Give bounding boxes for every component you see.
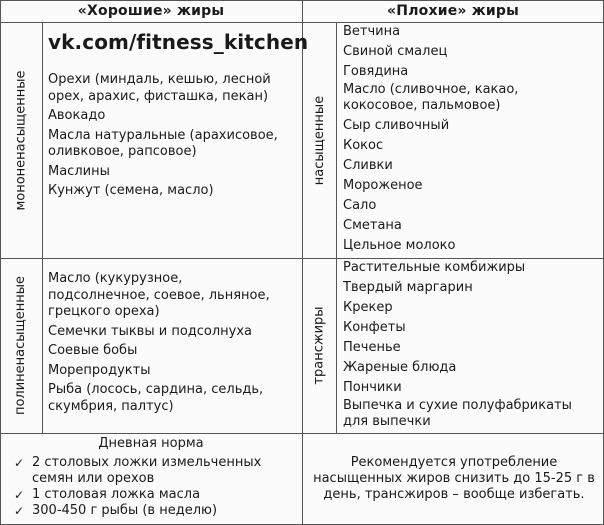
norm-item-text: семян или орехов <box>32 471 155 486</box>
watermark-vk: vk.com/fitness_kitchen <box>48 30 309 54</box>
list-item: Говядина <box>343 64 409 79</box>
norm-item <box>14 503 261 519</box>
list-item: подсолнечное, соевое, льняное, <box>48 287 270 303</box>
norm-item-text: 1 столовая ложка масла <box>32 487 201 502</box>
list-item: скумбрия, палтус) <box>48 398 174 414</box>
list-item-line: Выпечка и сухие полуфабрикаты <box>343 398 572 413</box>
norm-item-text: 2 столовых ложки измельченных <box>32 455 262 470</box>
list-item: Масло (кукурузное, <box>48 271 183 286</box>
list-item: Печенье <box>343 340 401 355</box>
label-trans-cell <box>303 258 336 433</box>
list-item: Растительные комбижиры <box>343 260 526 275</box>
list-item: Твердый маргарин <box>343 280 473 295</box>
norm-item <box>14 487 261 503</box>
check-icon: ✓ <box>14 456 25 470</box>
list-item: Крекер <box>343 300 393 315</box>
list-item: орех, арахис, фисташка, пекан) <box>48 88 269 104</box>
label-trans: трансжиры <box>312 306 327 385</box>
list-item: Мороженое <box>343 178 423 193</box>
list-item: Семечки тыквы и подсолнуха <box>48 323 253 339</box>
list-item: Орехи (миндаль, кешью, лесной <box>48 72 271 87</box>
label-mono-cell <box>0 22 42 258</box>
trans-list <box>343 258 572 432</box>
list-item: Соевые бобы <box>48 343 138 358</box>
poly-list <box>48 271 270 415</box>
list-item <box>343 398 572 432</box>
right-label-divider <box>336 22 337 433</box>
list-item: Конфеты <box>343 320 406 335</box>
daily-norm-list <box>14 455 261 519</box>
saturated-list <box>343 22 518 256</box>
norm-item <box>14 455 261 471</box>
list-item: Кокос <box>343 138 384 153</box>
list-item: Авокадо <box>48 108 106 123</box>
list-item: Свиной смалец <box>343 44 448 59</box>
list-item: Сало <box>343 198 377 213</box>
list-item: Ветчина <box>343 24 401 39</box>
mono-list <box>48 72 278 200</box>
list-item: Цельное молоко <box>343 238 456 253</box>
recommendation-line: насыщенных жиров снизить до 15-25 г в <box>313 471 595 486</box>
label-polyunsaturated: полиненасыщенные <box>13 275 29 416</box>
recommendation-line: Рекомендуется употребление <box>350 455 558 470</box>
norm-item <box>14 471 261 487</box>
list-item <box>343 82 518 116</box>
label-saturated: насыщенные <box>312 95 328 185</box>
list-item: Рыба (лосось, сардина, сельдь, <box>48 382 264 397</box>
list-item-line: Масло (сливочное, какао, <box>343 82 519 97</box>
list-item: Маслины <box>48 163 110 179</box>
list-item: Сливки <box>343 158 393 173</box>
check-icon: ✓ <box>14 504 25 518</box>
list-item-line: кокосовое, пальмовое) <box>343 98 501 113</box>
label-poly-cell <box>0 258 42 433</box>
list-item: Сыр сливочный <box>343 118 450 133</box>
list-item: Масла натуральные (арахисовое, <box>48 127 278 143</box>
list-item-line: для выпечки <box>343 414 431 429</box>
list-item: оливковое, рапсовое) <box>48 144 197 159</box>
list-item: грецкого ореха) <box>48 304 160 319</box>
label-saturated-cell <box>303 22 336 258</box>
daily-norm-title: Дневная норма <box>98 436 204 451</box>
header-good-fats: «Хорошие» жиры <box>77 3 225 19</box>
list-item: Кунжут (семена, масло) <box>48 183 214 198</box>
recommendation-line: день, трансжиров – вообще избегать. <box>323 487 585 502</box>
header-bad-fats: «Плохие» жиры <box>387 3 519 19</box>
left-label-divider <box>42 22 43 433</box>
list-item: Пончики <box>343 380 402 395</box>
list-item: Жареные блюда <box>343 360 457 375</box>
norm-item-text: 300-450 г рыбы (в неделю) <box>32 503 218 518</box>
recommendation-text <box>304 455 604 503</box>
check-icon: ✓ <box>14 488 25 502</box>
label-monounsaturated: мононенасыщенные <box>13 69 29 211</box>
list-item: Морепродукты <box>48 362 151 378</box>
list-item: Сметана <box>343 218 402 233</box>
